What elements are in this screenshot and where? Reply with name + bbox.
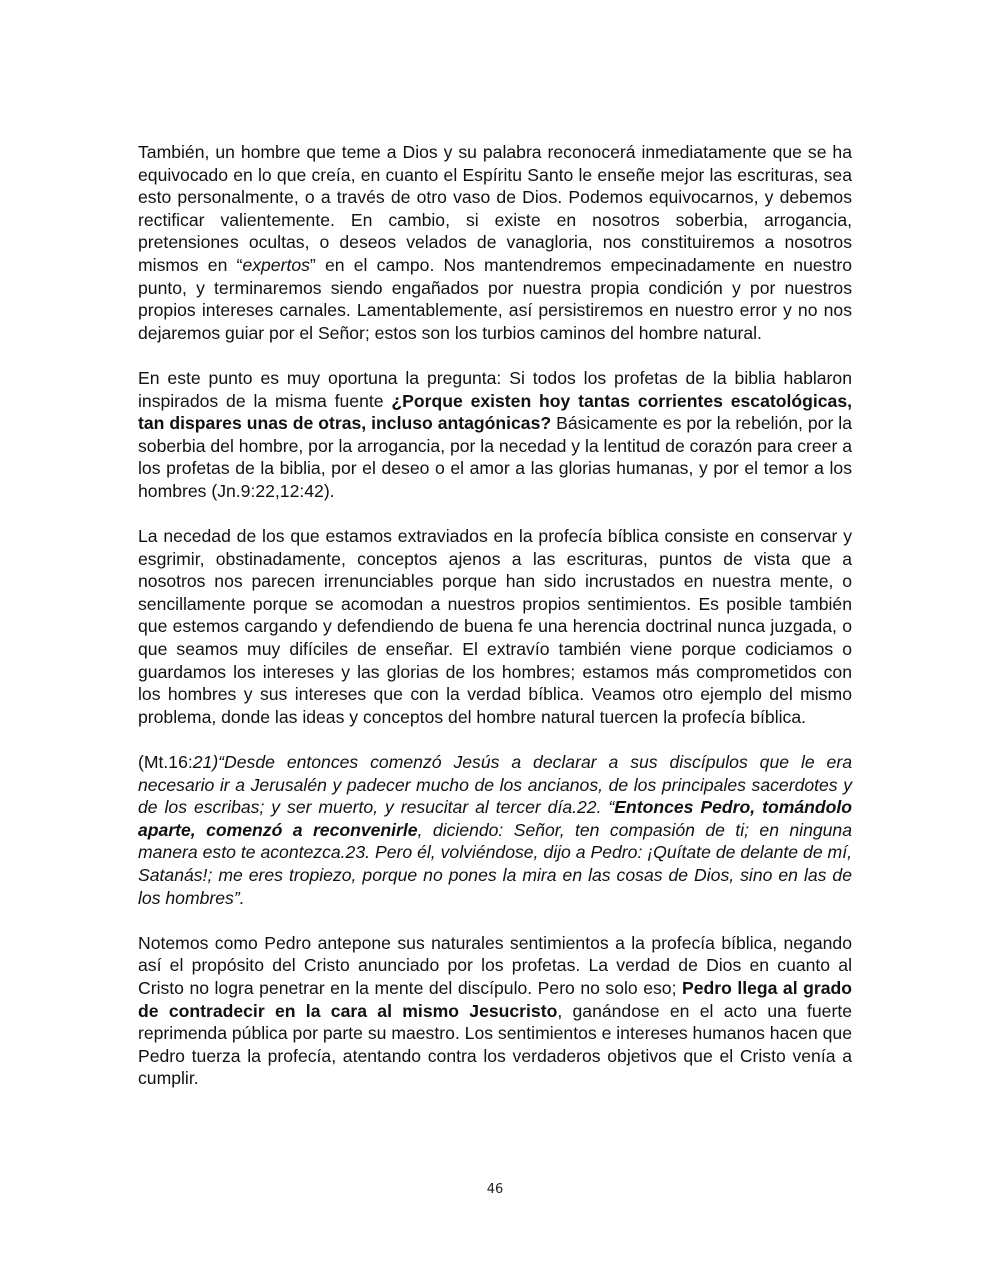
quote-emphasis: Entonces Pedro, tomándolo aparte, comenzó a reconvenirle [138,797,853,840]
italic-text: expertos [242,254,310,275]
paragraph-text: En este punto es muy oportuna la pregunta: Si todos los profetas de la biblia hablaron inspirados de la misma fuente [138,367,852,411]
paragraph-3 [138,525,852,728]
paragraph-5 [138,932,852,1090]
paragraph-1 [138,141,852,344]
paragraph-text: La necedad de los que estamos extraviados en la profecía bíblica consiste en conservar y esgrimir, obstinadamente, conceptos ajenos a las escrituras, puntos de vista que a nosotros nos parecen irrenunciables porque han sido incrustados en nuestra mente, o sencillamente porque se acomodan a nuestros propios sentimientos. Es posible también que estemos cargando y defendiendo de buena fe una herencia doctrinal nunca juzgada, o que seamos muy difíciles de enseñar. El extravío también viene porque codiciamos o guardamos los intereses y las glorias de los hombres; estamos más comprometidos con los hombres y sus intereses que con la verdad bíblica. Veamos otro ejemplo del mismo problema, donde las ideas y conceptos del hombre natural tuercen la profecía bíblica. [138,526,852,727]
bible-quote-paragraph [138,751,852,909]
paragraph-2 [138,367,852,503]
paragraph-text: También, un hombre que teme a Dios y su palabra reconocerá inmediatamente que se ha equivocado en lo que creía, en cuanto el Espíritu Santo le enseñe mejor las escrituras, sea esto personalmente, o a través de otro vaso de Dios. Podemos equivocarnos, y debemos rectificar valientemente. En cambio, si existe en nosotros soberbia, arrogancia, pretensiones ocultas, o deseos velados de vanagloria, nos constituiremos a nosotros mismos en “ [138,142,852,275]
paragraph-text: ” en el campo. Nos mantendremos empecinadamente en nuestro punto, y terminaremos siendo engañados por nuestra propia condición y por nuestros propios intereses carnales. Lamentablemente, así persistiremos en nuestro error y no nos dejaremos guiar por el Señor; estos son los turbios caminos del hombre natural. [138,254,852,343]
bold-question: ¿Porque existen hoy tantas corrientes escatológicas, tan dispares unas de otras, incluso antagónicas? [138,390,852,434]
scripture-reference: (Mt.16: [138,752,193,773]
paragraph-text: Notemos como Pedro antepone sus naturales sentimientos a la profecía bíblica, negando así el propósito del Cristo anunciado por los profetas. La verdad de Dios en cuanto al Cristo no logra penetrar en la mente del discípulo. Pero no solo eso; [138,932,852,998]
page-number: 46 [486,1182,504,1197]
document-body [138,141,852,1090]
bold-emphasis: Pedro llega al grado de contradecir en la cara al mismo Jesucristo [138,977,852,1021]
paragraph-text: , ganándose en el acto una fuerte reprimenda pública por parte su maestro. Los sentimientos e intereses humanos hacen que Pedro tuerza la profecía, atentando contra los verdaderos objetivos que el Cristo venía a cumplir. [138,1000,852,1089]
paragraph-text: Básicamente es por la rebelión, por la soberbia del hombre, por la arrogancia, por la necedad y la lentitud de corazón para creer a los profetas de la biblia, por el deseo o el amor a las glorias humanas, y por el temor a los hombres (Jn.9:22,12:42). [138,413,852,501]
quote-text: , diciendo: Señor, ten compasión de ti; en ninguna manera esto te acontezca.23. Pero él, volviéndose, dijo a Pedro: ¡Quítate de delante de mí, Satanás!; me eres tropiezo, porque no pones la mira en las cosas de Dios, sino en las de los hombres”. [138,819,852,908]
quote-text: 21)“Desde entonces comenzó Jesús a declarar a sus discípulos que le era necesario ir a Jerusalén y padecer mucho de los ancianos, de los principales sacerdotes y de los escribas; y ser muerto, y resucitar al tercer día.22. “ [138,752,852,818]
